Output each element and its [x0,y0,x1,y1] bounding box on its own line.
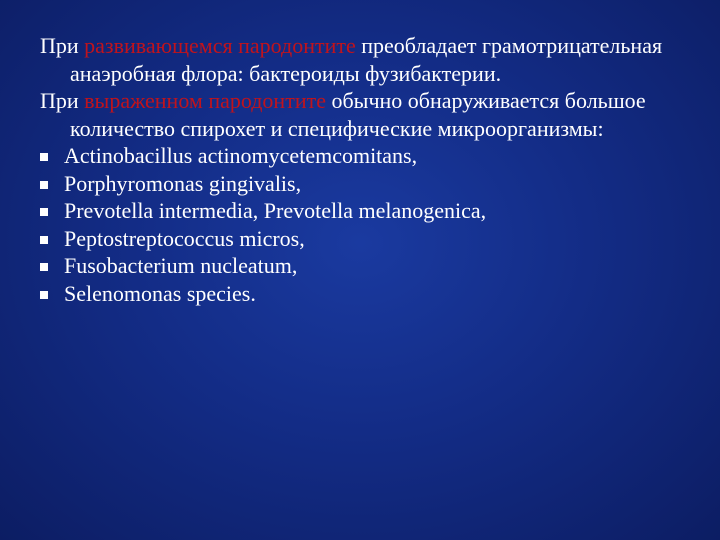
square-bullet-icon [40,208,48,216]
list-item-text: Selenomonas species. [64,280,256,306]
list-item [40,280,700,308]
list-item [40,142,700,170]
paragraph-rest-text: преобладает грамотрицательная анаэробная флора: бактероиды фузибактерии. [70,33,663,86]
list-item [40,252,700,280]
square-bullet-icon [40,291,48,299]
paragraph-lead-text: При [40,33,85,58]
paragraph-lead-text: При [40,88,85,113]
list-item-text: Prevotella intermedia, Prevotella melanogenica, [64,198,487,223]
square-bullet-icon [40,263,48,271]
highlighted-term: развивающемся пародонтите [84,33,356,58]
list-item [40,170,700,198]
list-item [40,197,700,225]
list-item-text: Peptostreptococcus micros, [64,225,305,251]
highlighted-term: выраженном пародонтите [84,88,326,113]
slide-body [40,32,700,307]
paragraph-severe-periodontitis [40,87,700,142]
paragraph-developing-periodontitis [40,32,700,87]
list-item-text: Porphyromonas gingivalis, [64,170,302,196]
list-item-text: Actinobacillus actinomycetemcomitans, [64,143,418,168]
list-item-text: Fusobacterium nucleatum, [64,253,298,278]
paragraph-rest-text: обычно обнаруживается большое количество спирохет и специфические микроорганизмы: [70,88,646,141]
square-bullet-icon [40,153,48,161]
list-item [40,225,700,253]
square-bullet-icon [40,236,48,244]
square-bullet-icon [40,181,48,189]
